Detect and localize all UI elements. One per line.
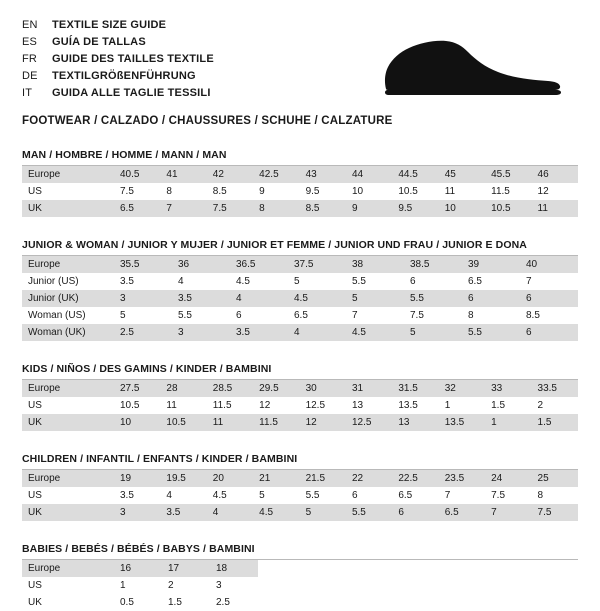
group-title: KIDS / NIÑOS / DES GAMINS / KINDER / BAMBINI [22,363,578,380]
cell: 7 [520,273,578,290]
cell: 10.5 [392,183,438,200]
cell: 28 [160,380,206,397]
cell: 12 [532,183,578,200]
dress-shoe-icon [382,34,562,101]
cell: 28.5 [207,380,253,397]
table-row [22,594,258,611]
cell: 42.5 [253,166,299,183]
cell: 8.5 [207,183,253,200]
cell: 11 [532,200,578,217]
language-code: DE [22,70,38,82]
table-row [22,256,578,273]
language-title: TEXTILE SIZE GUIDE [52,19,167,31]
cell: 21 [253,470,299,487]
cell: 40 [520,256,578,273]
language-code: IT [22,87,33,99]
cell: 5.5 [172,307,230,324]
table-row [22,577,258,594]
row-label: Woman (US) [22,307,114,324]
cell: 12 [300,414,346,431]
cell: 46 [532,166,578,183]
cell: 6 [462,290,520,307]
cell: 44.5 [392,166,438,183]
language-row [22,52,214,67]
row-label: Junior (US) [22,273,114,290]
cell: 7.5 [114,183,160,200]
size-group-man [22,149,578,217]
cell: 9 [253,183,299,200]
cell: 1.5 [485,397,531,414]
table-row [22,470,578,487]
cell: 13.5 [392,397,438,414]
row-label: US [22,397,114,414]
language-title: GUIDE DES TAILLES TEXTILE [52,53,214,65]
cell: 5 [346,290,404,307]
cell: 13.5 [439,414,485,431]
cell: 8.5 [300,200,346,217]
table-row [22,166,578,183]
cell: 17 [162,560,210,577]
cell: 6.5 [288,307,346,324]
cell: 11 [160,397,206,414]
cell: 29.5 [253,380,299,397]
row-label: US [22,577,114,594]
table-row [22,290,578,307]
cell: 12.5 [346,414,392,431]
row-label: UK [22,504,114,521]
cell: 22 [346,470,392,487]
cell: 5.5 [404,290,462,307]
cell: 11.5 [207,397,253,414]
cell: 4.5 [346,324,404,341]
cell: 30 [300,380,346,397]
cell: 8 [462,307,520,324]
cell: 4 [160,487,206,504]
language-code: EN [22,19,38,31]
cell: 21.5 [300,470,346,487]
cell: 3 [172,324,230,341]
group-title: BABIES / BEBÉS / BÉBÉS / BABYS / BAMBINI [22,543,578,560]
size-group-kids [22,363,578,431]
cell: 6.5 [462,273,520,290]
group-title: JUNIOR & WOMAN / JUNIOR Y MUJER / JUNIOR ET FEMME / JUNIOR UND FRAU / JUNIOR E DONA [22,239,578,256]
cell: 4.5 [288,290,346,307]
cell: 5 [300,504,346,521]
language-title: GUIDA ALLE TAGLIE TESSILI [52,87,211,99]
row-label: Woman (UK) [22,324,114,341]
cell: 6.5 [114,200,160,217]
language-row [22,35,214,50]
cell: 10.5 [114,397,160,414]
table-row [22,380,578,397]
cell: 5 [404,324,462,341]
row-label: Junior (UK) [22,290,114,307]
table-row [22,414,578,431]
group-title: MAN / HOMBRE / HOMME / MANN / MAN [22,149,578,166]
cell: 5 [288,273,346,290]
cell: 13 [392,414,438,431]
cell: 40.5 [114,166,160,183]
cell: 35.5 [114,256,172,273]
cell: 12.5 [300,397,346,414]
language-code: FR [22,53,38,65]
cell: 41 [160,166,206,183]
row-label: Europe [22,256,114,273]
cell: 23.5 [439,470,485,487]
cell: 7 [160,200,206,217]
cell: 7.5 [207,200,253,217]
cell: 44 [346,166,392,183]
cell: 11.5 [253,414,299,431]
cell: 19.5 [160,470,206,487]
cell: 33 [485,380,531,397]
cell: 38.5 [404,256,462,273]
cell: 1 [114,577,162,594]
cell: 7.5 [485,487,531,504]
cell: 3.5 [114,487,160,504]
cell: 5.5 [346,504,392,521]
cell: 8 [253,200,299,217]
language-row [22,69,214,84]
cell: 0.5 [114,594,162,611]
table-row [22,487,578,504]
cell: 3 [114,290,172,307]
size-table-babies [22,560,258,611]
cell: 6 [346,487,392,504]
cell: 4 [288,324,346,341]
cell: 4.5 [253,504,299,521]
cell: 9 [346,200,392,217]
cell: 1.5 [532,414,578,431]
cell: 31 [346,380,392,397]
cell: 6.5 [439,504,485,521]
cell: 16 [114,560,162,577]
cell: 42 [207,166,253,183]
row-label: US [22,183,114,200]
cell: 27.5 [114,380,160,397]
cell: 7 [439,487,485,504]
cell: 5 [253,487,299,504]
cell: 38 [346,256,404,273]
cell: 13 [346,397,392,414]
cell: 8 [160,183,206,200]
cell: 32 [439,380,485,397]
cell: 36 [172,256,230,273]
size-table-junior-woman [22,256,578,341]
cell: 6 [230,307,288,324]
cell: 10 [114,414,160,431]
cell: 45.5 [485,166,531,183]
cell: 1 [485,414,531,431]
cell: 8.5 [520,307,578,324]
cell: 43 [300,166,346,183]
size-table-kids [22,380,578,431]
cell: 24 [485,470,531,487]
cell: 25 [532,470,578,487]
cell: 36.5 [230,256,288,273]
cell: 11.5 [485,183,531,200]
table-row [22,200,578,217]
cell: 45 [439,166,485,183]
cell: 20 [207,470,253,487]
cell: 1 [439,397,485,414]
cell: 3 [210,577,258,594]
row-label: Europe [22,470,114,487]
language-row [22,18,214,33]
cell: 6 [392,504,438,521]
cell: 18 [210,560,258,577]
cell: 11 [207,414,253,431]
group-title: CHILDREN / INFANTIL / ENFANTS / KINDER / BAMBINI [22,453,578,470]
language-row [22,86,214,101]
cell: 4.5 [207,487,253,504]
cell: 6 [520,290,578,307]
row-label: UK [22,594,114,611]
cell: 7 [485,504,531,521]
cell: 9.5 [300,183,346,200]
cell: 6.5 [392,487,438,504]
cell: 5.5 [346,273,404,290]
language-titles [22,18,214,101]
row-label: UK [22,200,114,217]
table-row [22,560,258,577]
cell: 4 [172,273,230,290]
cell: 5.5 [300,487,346,504]
cell: 12 [253,397,299,414]
row-label: UK [22,414,114,431]
row-label: Europe [22,380,114,397]
cell: 7.5 [404,307,462,324]
cell: 11 [439,183,485,200]
language-title: GUÍA DE TALLAS [52,36,146,48]
cell: 2 [162,577,210,594]
cell: 33.5 [532,380,578,397]
table-row [22,324,578,341]
cell: 1.5 [162,594,210,611]
cell: 19 [114,470,160,487]
cell: 6 [404,273,462,290]
size-group-babies [22,543,578,611]
cell: 3.5 [230,324,288,341]
table-row [22,273,578,290]
cell: 37.5 [288,256,346,273]
cell: 10 [439,200,485,217]
cell: 7 [346,307,404,324]
cell: 3.5 [160,504,206,521]
cell: 3.5 [172,290,230,307]
cell: 7.5 [532,504,578,521]
page-title: FOOTWEAR / CALZADO / CHAUSSURES / SCHUHE / CALZATURE [22,115,393,127]
size-group-children [22,453,578,521]
cell: 4 [207,504,253,521]
language-title: TEXTILGRÖßENFÜHRUNG [52,70,196,82]
size-table-man [22,166,578,217]
table-row [22,183,578,200]
cell: 39 [462,256,520,273]
row-label: Europe [22,166,114,183]
table-row [22,307,578,324]
size-group-junior-woman [22,239,578,341]
cell: 9.5 [392,200,438,217]
page-header [22,18,578,101]
table-row [22,504,578,521]
cell: 4.5 [230,273,288,290]
cell: 2.5 [210,594,258,611]
cell: 4 [230,290,288,307]
cell: 10.5 [485,200,531,217]
cell: 6 [520,324,578,341]
size-table-children [22,470,578,521]
language-code: ES [22,36,38,48]
cell: 31.5 [392,380,438,397]
table-row [22,397,578,414]
row-label: US [22,487,114,504]
cell: 5 [114,307,172,324]
cell: 22.5 [392,470,438,487]
cell: 3 [114,504,160,521]
cell: 10 [346,183,392,200]
cell: 5.5 [462,324,520,341]
cell: 2.5 [114,324,172,341]
cell: 10.5 [160,414,206,431]
cell: 8 [532,487,578,504]
cell: 2 [532,397,578,414]
row-label: Europe [22,560,114,577]
cell: 3.5 [114,273,172,290]
